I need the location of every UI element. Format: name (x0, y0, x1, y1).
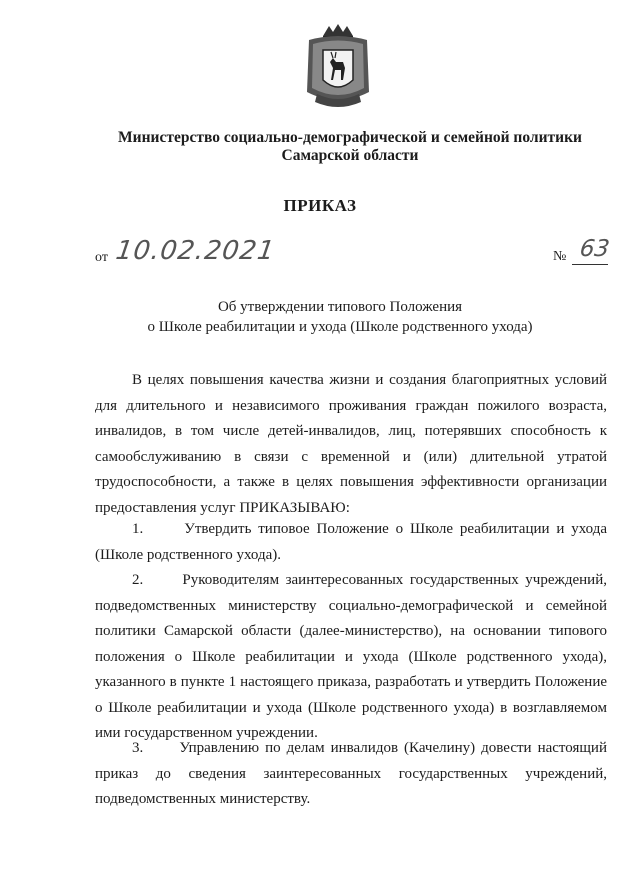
order-item-text: 2. Руководителям заинтересованных государственных учреждений, подведомственных министерству социально-демографической и семейной политики Самарской области (далее-министерство), на основании типового положения о Школе реабилитации и ухода (Школе родственного ухода), указанного в пункте 1 настоящего приказа, разработать и утвердить Положение о Школе реабилитации и ухода (Школе родственного ухода) в возглавляемом ими государственном учреждении. (95, 572, 607, 741)
handwritten-number: 63 (578, 236, 612, 262)
subject-line-1: Об утверждении типового Положения (217, 299, 463, 315)
number-underline (572, 264, 608, 265)
document-title: ПРИКАЗ (283, 196, 357, 215)
order-item-3 (95, 736, 607, 813)
order-item-text: 1. Утвердить типовое Положение о Школе реабилитации и ухода (Школе родственного ухода). (95, 521, 607, 563)
intro-paragraph (95, 368, 607, 521)
order-item-1 (95, 517, 607, 568)
order-item-2 (95, 568, 607, 747)
date-prefix: от (95, 250, 108, 265)
region-name: Самарской области (281, 147, 419, 164)
handwritten-date: 10.02.2021 (113, 236, 277, 266)
ministry-name: Министерство социально-демографической и семейной политики (118, 129, 582, 146)
intro-text: В целях повышения качества жизни и создания благоприятных условий для длительного и независимого проживания граждан пожилого возраста, инвалидов, в том числе детей-инвалидов, лиц, потерявших способность к самообслуживанию в связи с временной и (или) длительной утратой трудоспособности, а также в целях повышения эффективности организации предоставления услуг ПРИКАЗЫВАЮ: (95, 372, 607, 516)
number-prefix: № (553, 249, 567, 264)
subject-line-2: о Школе реабилитации и ухода (Школе родственного ухода) (147, 319, 533, 335)
order-item-text: 3. Управлению по делам инвалидов (Качелину) довести настоящий приказ до сведения заинтересованных государственных учреждений, подведомственных министерству. (95, 740, 607, 807)
samara-coat-of-arms-emblem (303, 22, 373, 112)
